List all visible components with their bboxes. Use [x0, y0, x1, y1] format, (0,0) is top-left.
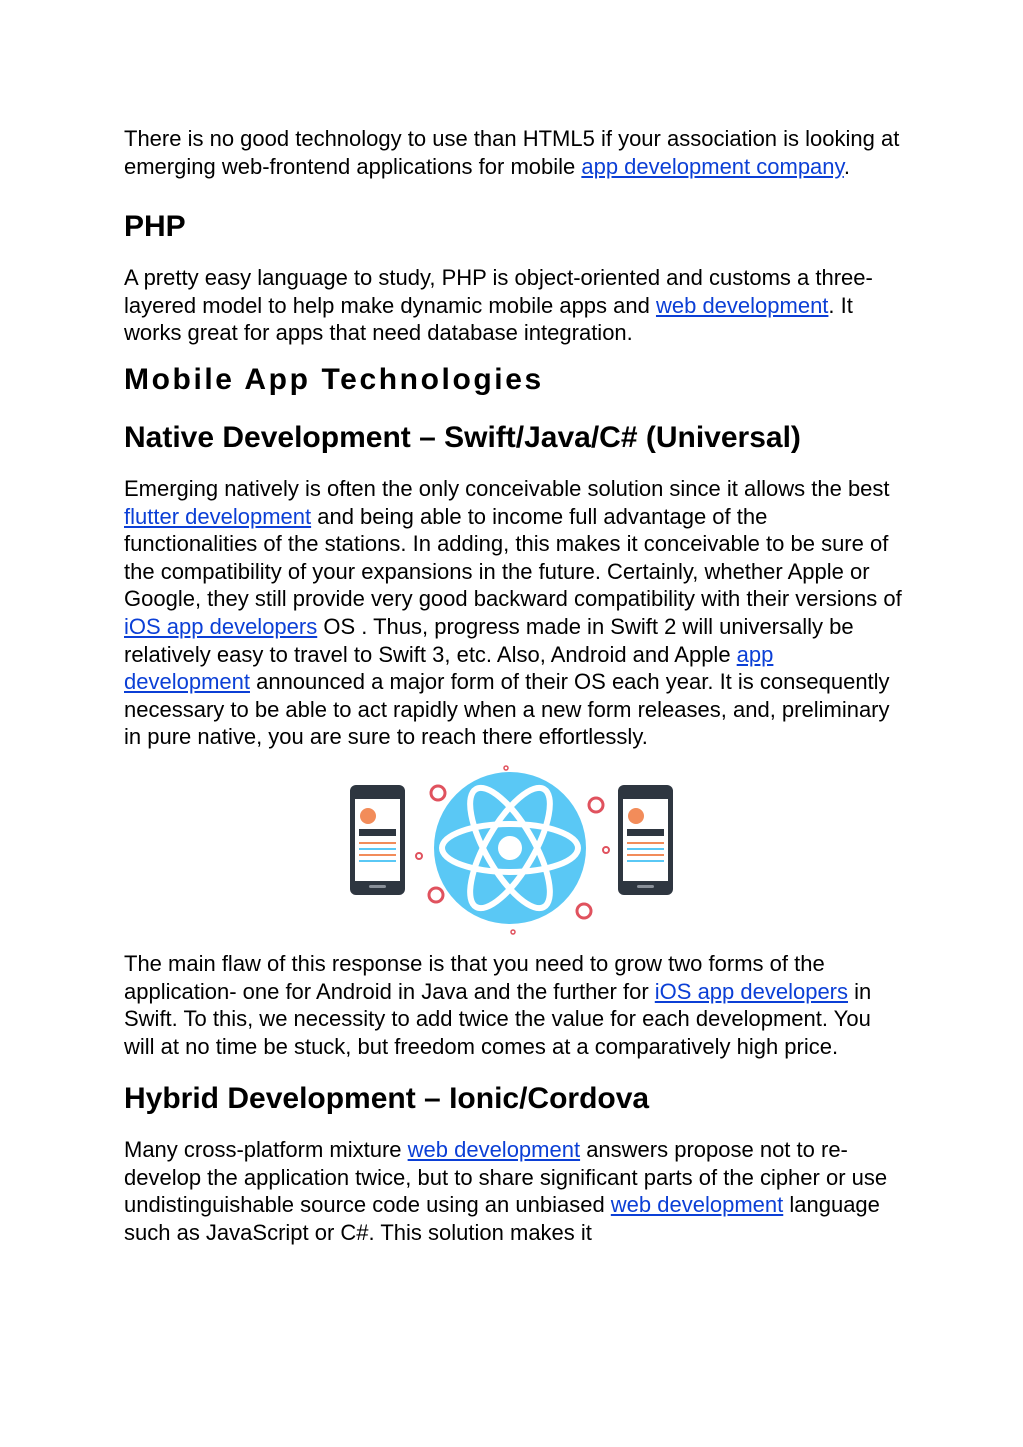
native-text-3: OS . Thus, progress made in Swift 2 will universally be relatively easy to travel to Swift 3, etc. Also, Android and Apple [124, 613, 854, 667]
flutter-development-link[interactable]: flutter development [124, 503, 312, 529]
intro-text: There is no good technology to use than HTML5 if your association is looking at emerging web-frontend applications for mobile [124, 126, 900, 179]
php-text: A pretty easy language to study, PHP is object-oriented and customs a three-layered model to help make dynamic mobile apps and [124, 265, 873, 318]
hybrid-text-3: language such as JavaScript or C#. This solution makes it [124, 1192, 880, 1246]
mobile-app-technologies-heading: Mobile App Technologies [124, 362, 544, 396]
flaw-text-2: in Swift. To this, we necessity to add twice the value for each development. You will at no time be stuck, but freedom comes at a comparatively high price. [124, 978, 872, 1059]
right-phone-icon [618, 785, 673, 895]
left-phone-icon [350, 785, 405, 895]
php-paragraph [124, 264, 904, 347]
native-text-4: announced a major form of their OS each year. It is consequently necessary to be able to act rapidly when a new form releases, and, preliminary in pure native, you are sure to reach there effortlessly. [124, 669, 890, 750]
flaw-text-1: The main flaw of this response is that you need to grow two forms of the application- one for Android in Java and the further for [124, 950, 825, 1004]
intro-text-end: . [843, 153, 851, 179]
react-native-illustration [124, 765, 904, 940]
react-atom-icon [434, 772, 586, 924]
hybrid-text-1: Many cross-platform mixture [124, 1137, 408, 1163]
document-page [124, 125, 904, 1247]
react-native-graphic [124, 765, 904, 940]
ios-app-developers-link[interactable]: iOS app developers [124, 613, 318, 639]
native-paragraph [124, 475, 904, 751]
web-development-link-3[interactable]: web development [610, 1192, 784, 1218]
php-text-end: . It works great for apps that need database integration. [124, 292, 853, 346]
ios-app-developers-link-2[interactable]: iOS app developers [654, 978, 849, 1004]
web-development-link-2[interactable]: web development [407, 1137, 581, 1163]
flaw-paragraph [124, 950, 904, 1060]
native-text-2: and being able to income full advantage of the functionalities of the stations. In adding, this makes it conceivable to be sure of the compatibility of your expansions in the future. Certainly, whether Apple or Google, they still provide very good backward compatibility with their versions of [124, 503, 902, 612]
hybrid-development-heading: Hybrid Development – Ionic/Cordova [124, 1082, 650, 1116]
php-heading: PHP [124, 210, 186, 244]
app-development-company-link[interactable]: app development company [581, 153, 844, 179]
native-development-heading: Native Development – Swift/Java/C# (Universal) [124, 420, 801, 454]
app-development-link[interactable]: app development [124, 641, 774, 695]
native-text-1: Emerging natively is often the only conceivable solution since it allows the best [124, 475, 890, 501]
hybrid-paragraph [124, 1136, 904, 1246]
web-development-link[interactable]: web development [655, 292, 829, 318]
intro-paragraph [124, 125, 904, 180]
hybrid-text-2: answers propose not to re-develop the application twice, but to share significant parts of the cipher or use undistinguishable source code using an unbiased [124, 1137, 888, 1218]
